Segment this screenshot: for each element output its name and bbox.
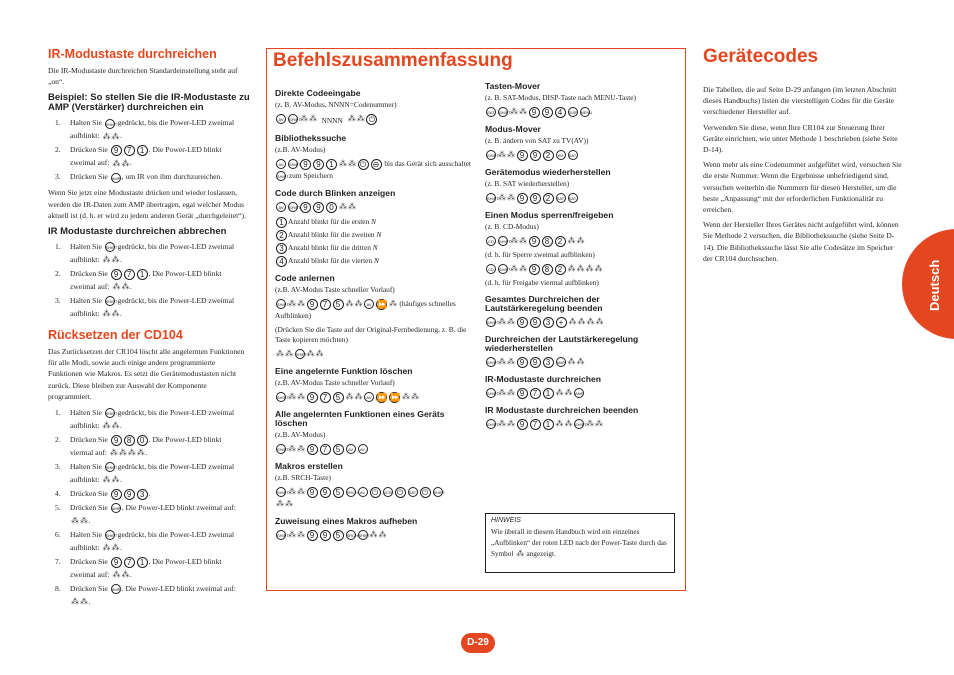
example-steps bbox=[48, 116, 250, 183]
blink-icon: ⁂ ⁂ bbox=[112, 282, 129, 292]
blink-icon: ⁂ ⁂ bbox=[71, 516, 88, 526]
shift-icon: SHIFT bbox=[105, 296, 115, 306]
digit-7-icon: 7 bbox=[124, 269, 135, 280]
note-box: HINWEIS Wie überall in diesem Handbuch wird ein einzelnes „Aufblinken“ der roten LED nach der Power-Taste durch das Symbol ⁂ angezeigt. bbox=[485, 513, 675, 573]
library-search-keys: AV SHIFT 9 9 1 ⁂ ⁂ ⏻ ⊖ bis das Gerät sich ausschaltet SHIFT zum Speichern bbox=[277, 159, 471, 180]
digit-3-icon: 3 bbox=[137, 489, 148, 500]
shift-icon: SHIFT bbox=[105, 408, 115, 418]
list-item: 7. Drücken Sie 9 7 1 . Die Power-LED blinkt zweimal auf: ⁂ ⁂. bbox=[55, 557, 222, 580]
digit-1-icon: 1 bbox=[137, 269, 148, 280]
device-codes-title: Gerätecodes bbox=[703, 46, 819, 67]
blink-icon: ⁂ ⁂ bbox=[112, 158, 129, 168]
shift-icon: SHIFT bbox=[105, 242, 115, 252]
device-codes-p1: Die Tabellen, die auf Seite D-29 anfangen (im letzten Abschnitt dieses Handbuchs) listen die vierstelligen Codes für die Geräte verschiedener Hersteller auf. bbox=[703, 85, 897, 117]
reset-heading: Rücksetzen der CD104 bbox=[48, 328, 183, 343]
amp-icon: AMP bbox=[111, 584, 121, 594]
blink-icon: ⁂ ⁂ bbox=[112, 570, 129, 580]
list-item: 1. Halten Sie SHIFT gedrückt, bis die Power-LED zweimal aufblinkt: ⁂ ⁂. bbox=[55, 118, 235, 141]
delete-one-heading: Eine angelernte Funktion löschen bbox=[275, 366, 413, 376]
note-title: HINWEIS bbox=[491, 517, 521, 524]
shift-icon: SHIFT bbox=[105, 462, 115, 472]
shift-icon: SHIFT bbox=[288, 114, 298, 124]
power-icon: ⏻ bbox=[366, 114, 377, 125]
power-icon: ⏻ bbox=[358, 159, 369, 170]
blink-icon: ⁂ ⁂ bbox=[102, 421, 119, 431]
learn-code-heading: Code anlernen bbox=[275, 273, 335, 283]
blink-icon: ⁂ ⁂ bbox=[102, 131, 119, 141]
list-item: 6. Halten Sie SHIFT gedrückt, bis die Power-LED zweimal aufblinkt: ⁂ ⁂. bbox=[55, 530, 235, 553]
ir-pass-heading: IR-Modustaste durchreichen bbox=[48, 47, 217, 61]
ir-pass-intro: Die IR-Modustaste durchreichen Standardeinstellung steht auf „on“. bbox=[48, 66, 238, 87]
digit-0-icon: 0 bbox=[137, 435, 148, 446]
digit-9-icon: 9 bbox=[111, 557, 122, 568]
direct-code-keys: AV SHIFT⁂ ⁂ NNNN ⁂ ⁂ ⏻ bbox=[275, 113, 475, 127]
blink-icon: ⁂ ⁂ ⁂ ⁂ bbox=[109, 448, 145, 458]
lock-mode-heading: Einen Modus sperren/freigeben bbox=[485, 210, 614, 220]
list-item: 1. Halten Sie SHIFT gedrückt, bis die Power-LED zweimal aufblinkt: ⁂ ⁂. bbox=[55, 408, 235, 431]
library-search-heading: Bibliothekssuche bbox=[275, 133, 347, 143]
digit-1-icon: 1 bbox=[137, 145, 148, 156]
volume-pass-end-heading: Gesamtes Durchreichen der Lautstärkeregelung beenden bbox=[485, 294, 603, 313]
digit-9-icon: 9 bbox=[111, 435, 122, 446]
delete-all-heading: Alle angelernten Funktionen eines Geräts löschen bbox=[275, 409, 445, 428]
blink-icon: ⁂ ⁂ bbox=[71, 597, 88, 607]
list-item: 3. Halten Sie SHIFT gedrückt, bis die Power-LED zweimal aufblinkt: ⁂ ⁂. bbox=[55, 296, 235, 319]
reset-intro: Das Zurücksetzen der CR104 löscht alle angelernten Funktionen für alle Modi, sowie auch einige andere programmierte Funktionen wie Makros. Es setzt die Gerätemodustasten nicht zurück. Diese bleiben zur Auswahl der Komponente programmiert. bbox=[48, 347, 245, 401]
list-item: 8. Drücken Sie AMP. Die Power-LED blinkt zweimal auf: ⁂ ⁂. bbox=[55, 584, 236, 607]
cancel-heading: IR Modustaste durchreichen abbrechen bbox=[48, 226, 227, 238]
command-column-1: Direkte Codeeingabe (z. B. AV-Modus, NNNN=Codenummer) AV SHIFT⁂ ⁂ NNNN ⁂ ⁂ ⏻ Bibliothekssuche (z.B. AV-Modus) AV SHIFT 9 9 1 ⁂ ⁂ ⏻ ⊖ bis das Gerät sich ausschaltet SHIFT zum Speichern Code durch Blinken anzeigen AV SHIFT 9 9 0 ⁂ ⁂ 1 Anzahl blinkt für die ersten N 2 Anzahl blinkt für die zweiten N 3 Anzahl blinkt für die dritten N 4 Anzahl blinkt für die vierten N Code anlernen (z.B. AV-Modus Taste schneller Vorlauf) SHIFT⁂ ⁂ 9 7 5 ⁂ ⁂ AV ⏩ ⁂ (häufiges schnelles Aufblinken) (Drücken Sie die Taste auf der Original-Fernbedienung, z. B. die Taste kopieren möchten) ⁂ ⁂ SHIFT⁂ ⁂ Eine angelernte Funktion löschen (z.B. AV-Modus Taste schneller Vorlauf) SHIFT⁂ ⁂ 9 7 5 ⁂ ⁂ AV ⏩ ⏩ ⁂ ⁂ Alle angelernten Funktionen eines Geräts löschen (z.B. AV-Modus) SHIFT⁂ ⁂ 9 7 5 AV AV Makros erstellen (z.B. SRCH-Taste) SHIFT⁂ ⁂ 9 9 5 SRCH AV ⏻ VCR ⏻ SAT ⏻ SHIFT ⁂ ⁂ Zuweisung eines Makros aufheben SHIFT⁂ ⁂ 9 9 5 SRCHSHIFT⁂ ⁂ bbox=[275, 82, 475, 544]
blink-icon: ⁂ ⁂ bbox=[102, 475, 119, 485]
list-item: 4. Drücken Sie 9 9 3 . bbox=[55, 489, 151, 499]
digit-8-icon: 8 bbox=[124, 435, 135, 446]
list-item: 1. Halten Sie SHIFT gedrückt, bis die Power-LED zweimal aufblinkt: ⁂ ⁂. bbox=[55, 242, 235, 265]
list-item: 2. Drücken Sie 9 7 1 . Die Power-LED blinkt zweimal auf: ⁂ ⁂. bbox=[55, 269, 222, 292]
digit-9-icon: 9 bbox=[111, 145, 122, 156]
left-column bbox=[48, 44, 250, 612]
example-heading: Beispiel: So stellen Sie die IR-Modustaste zu AMP (Verstärker) durchreichen ein bbox=[48, 92, 250, 114]
blink-icon: ⁂ ⁂ bbox=[102, 543, 119, 553]
page-number: D-29 bbox=[461, 633, 495, 653]
digit-7-icon: 7 bbox=[124, 145, 135, 156]
volume-up-icon: + bbox=[556, 317, 567, 328]
amp-icon: AMP bbox=[111, 503, 121, 513]
right-column bbox=[703, 44, 903, 268]
ir-pass-cmd-heading: IR-Modustaste durchreichen bbox=[485, 374, 602, 384]
cancel-steps bbox=[48, 240, 250, 320]
mode-restore-heading: Gerätemodus wiederherstellen bbox=[485, 167, 611, 177]
list-item: 2. Drücken Sie 9 8 0 . Die Power-LED blinkt viermal auf: ⁂ ⁂ ⁂ ⁂. bbox=[55, 435, 222, 458]
digit-9-icon: 9 bbox=[111, 489, 122, 500]
ir-pass-explain: Wenn Sie jetzt eine Modustaste drücken und wieder loslassen, werden die IR-Daten zum AMP übertragen, egal welcher Modus aktuell ist (d. h. er wird zu jedem anderen Gerät „durchgeleitet“). bbox=[48, 188, 246, 220]
list-item: 3. Halten Sie SHIFT gedrückt, bis die Power-LED zweimal aufblinkt: ⁂ ⁂. bbox=[55, 462, 235, 485]
macro-create-heading: Makros erstellen bbox=[275, 461, 343, 471]
mode-mover-heading: Modus-Mover bbox=[485, 124, 541, 134]
device-codes-p4: Wenn der Hersteller Ihres Gerätes nicht aufgeführt wird, können Sie Methode 2 versuchen, die Bibliothekssuche (siehe Seite D-14). Die Bibliothekssuche lässt Sie alle Codesätze im Speicher der CR104 durchsuchen. bbox=[703, 220, 899, 263]
blink-icon: ⁂ ⁂ bbox=[102, 309, 119, 319]
list-item: 5. Drücken Sie AMP. Die Power-LED blinkt zweimal auf: ⁂ ⁂. bbox=[55, 503, 236, 526]
digit-9-icon: 9 bbox=[124, 489, 135, 500]
av-icon: AV bbox=[276, 114, 286, 124]
blink-code-heading: Code durch Blinken anzeigen bbox=[275, 188, 396, 198]
digit-7-icon: 7 bbox=[124, 557, 135, 568]
blink-icon: ⁂ ⁂ bbox=[102, 255, 119, 265]
language-tab-label: Deutsch bbox=[927, 259, 942, 311]
amp-icon: AMP bbox=[111, 173, 121, 183]
digit-1-icon: 1 bbox=[137, 557, 148, 568]
list-item: 3. Drücken Sie AMP, um IR von ihm durchzureichen. bbox=[55, 172, 223, 182]
shift-icon: SHIFT bbox=[105, 530, 115, 540]
direct-code-heading: Direkte Codeeingabe bbox=[275, 88, 361, 98]
ir-end-cmd-heading: IR Modustaste durchreichen beenden bbox=[485, 405, 639, 415]
digit-9-icon: 9 bbox=[111, 269, 122, 280]
list-item: 2. Drücken Sie 9 7 1 . Die Power-LED blinkt zweimal auf: ⁂ ⁂. bbox=[55, 145, 222, 168]
macro-delete-heading: Zuweisung eines Makros aufheben bbox=[275, 516, 418, 526]
key-mover-heading: Tasten-Mover bbox=[485, 81, 541, 91]
command-summary-title: Befehlszusammenfassung bbox=[273, 50, 513, 71]
device-codes-p2: Verwenden Sie diese, wenn Ihre CR104 zur Steuerung Ihrer Geräte einrichten, wie unter Methode 1 beschrieben (siehe Seite D-14). bbox=[703, 122, 898, 155]
volume-pass-restore-heading: Durchreichen der Lautstärkeregelung wiederherstellen bbox=[485, 334, 639, 353]
shift-icon: SHIFT bbox=[105, 119, 115, 129]
device-codes-p3: Wenn mehr als eine Codenummer aufgeführt wird, versuchen Sie die erste Nummer. Wenn die Ergebnisse unbefriedigend sind, versuchen weiterhin die Nummern für diesen Hersteller, um die beste „Anpassung“ mit der erforderlichen Funktionalität zu erreichen. bbox=[703, 160, 902, 215]
fast-forward-icon: ⏩ bbox=[377, 299, 387, 309]
reset-steps bbox=[48, 406, 250, 608]
command-column-2: Tasten-Mover (z. B. SAT-Modus, DISP-Taste nach MENU-Taste) SAT SHIFT⁂ ⁂ 9 9 4 DISP MENU Modus-Mover (z. B. ändern von SAT zu TV(AV)) SHIFT⁂ ⁂ 9 9 2 AV SAT Gerätemodus wiederherstellen (z. B. SAT wiederherstellen) SHIFT⁂ ⁂ 9 9 2 SAT SAT Einen Modus sperren/freigeben (z. B. CD-Modus) CD SHIFT⁂ ⁂ 9 8 2 ⁂ ⁂ (d. h. für Sperre zweimal aufblinken) CD SHIFT⁂ ⁂ 9 8 2 ⁂ ⁂ ⁂ ⁂ (d. h. für Freigabe viermal aufblinken) Gesamtes Durchreichen der Lautstärkeregelung beenden SHIFT⁂ ⁂ 9 9 3 + ⁂ ⁂ ⁂ ⁂ Durchreichen der Lautstärkeregelung wiederherstellen SHIFT⁂ ⁂ 9 9 3 AMP ⁂ ⁂ IR-Modustaste durchreichen SHIFT⁂ ⁂ 9 7 1 ⁂ ⁂ AMP IR Modustaste durchreichen beenden SHIFT⁂ ⁂ 9 7 1 ⁂ ⁂ SHIFT⁂ ⁂ bbox=[485, 75, 680, 433]
